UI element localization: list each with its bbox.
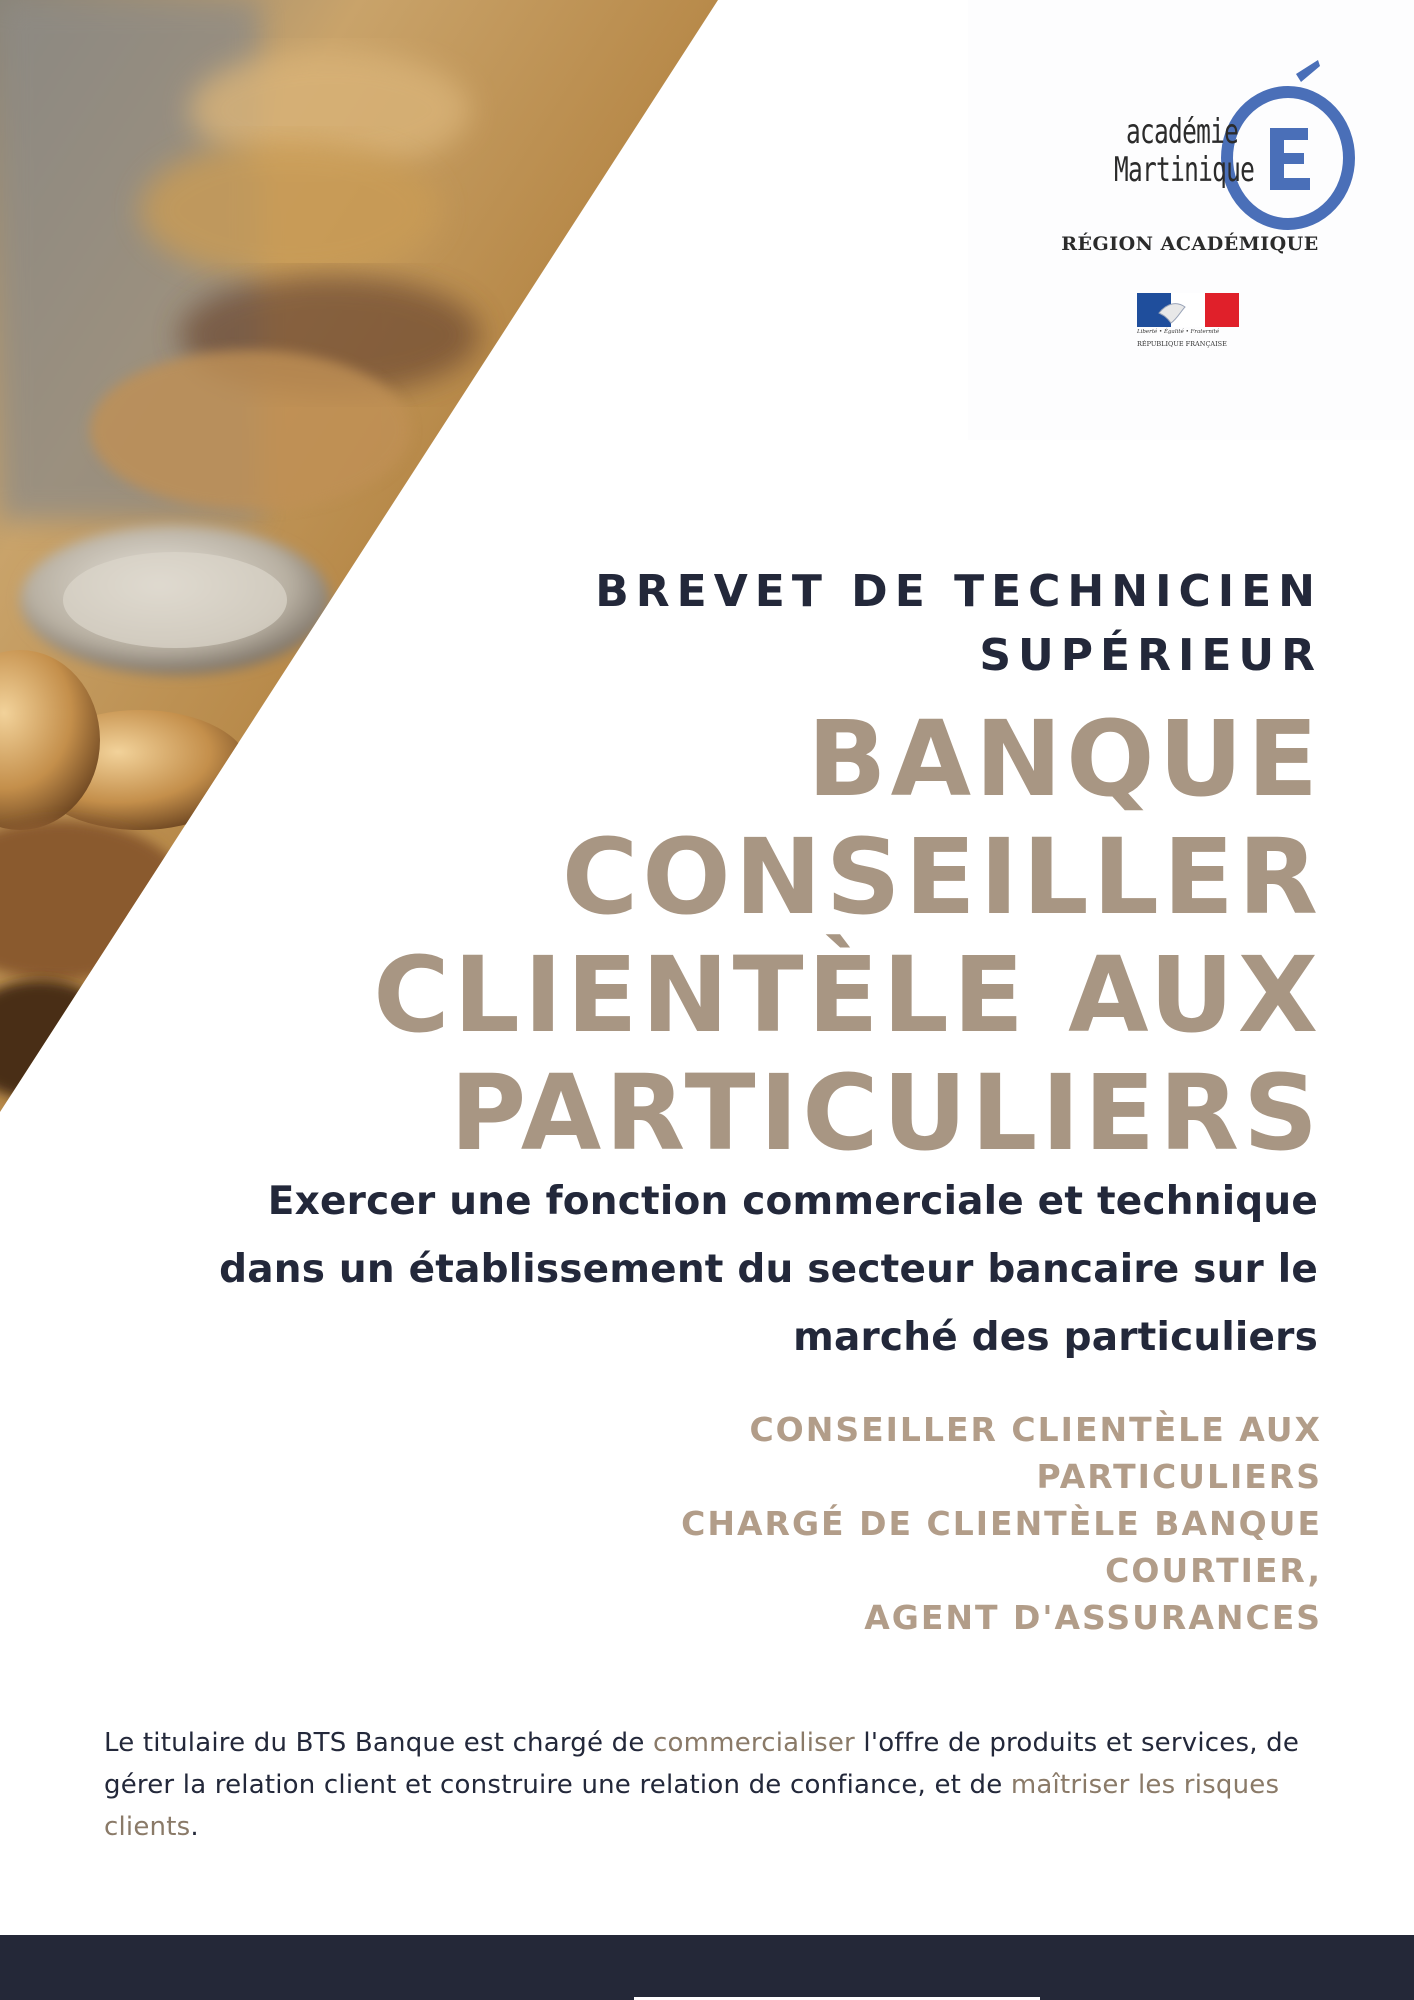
diploma-heading-line: BREVET DE TECHNICIEN bbox=[595, 566, 1322, 617]
footer-bar bbox=[0, 1935, 1414, 2000]
academie-label: académie bbox=[1126, 112, 1239, 152]
program-title-line: PARTICULIERS bbox=[450, 1052, 1322, 1174]
description-paragraph bbox=[104, 1722, 1324, 1848]
career-line: CONSEILLER CLIENTÈLE AUX bbox=[749, 1410, 1322, 1449]
career-line: COURTIER, bbox=[1105, 1551, 1322, 1590]
mission-line: Exercer une fonction commerciale et technique bbox=[267, 1179, 1318, 1224]
program-title-line: BANQUE bbox=[807, 698, 1322, 820]
description-text: . bbox=[190, 1812, 199, 1842]
diploma-heading-line: SUPÉRIEUR bbox=[979, 630, 1322, 681]
mission-statement bbox=[168, 1168, 1318, 1372]
mission-line: dans un établissement du secteur bancaire sur le bbox=[219, 1247, 1318, 1292]
program-title bbox=[322, 700, 1322, 1172]
career-line: CHARGÉ DE CLIENTÈLE BANQUE bbox=[681, 1504, 1322, 1543]
program-title-line: CLIENTÈLE AUX bbox=[373, 934, 1322, 1056]
region-label: RÉGION ACADÉMIQUE bbox=[1061, 233, 1319, 255]
description-highlight: maîtriser les risques clients bbox=[104, 1770, 1280, 1842]
martinique-label: Martinique bbox=[1114, 150, 1255, 190]
career-line: AGENT D'ASSURANCES bbox=[864, 1598, 1322, 1637]
description-text: Le titulaire du BTS Banque est chargé de bbox=[104, 1728, 654, 1758]
flag-republic-label: RÉPUBLIQUE FRANÇAISE bbox=[1137, 340, 1227, 348]
diploma-heading bbox=[502, 560, 1322, 688]
career-line: PARTICULIERS bbox=[1036, 1457, 1322, 1496]
description-text: l'offre de produits et services, de gérer la relation client et construire une relation de confiance, et de bbox=[104, 1728, 1300, 1800]
mission-line: marché des particuliers bbox=[793, 1315, 1318, 1360]
description-highlight: commercialiser bbox=[653, 1728, 855, 1758]
flag-motto: Liberté • Égalité • Fraternité bbox=[1137, 329, 1220, 335]
program-title-line: CONSEILLER bbox=[561, 816, 1322, 938]
career-list bbox=[622, 1406, 1322, 1641]
